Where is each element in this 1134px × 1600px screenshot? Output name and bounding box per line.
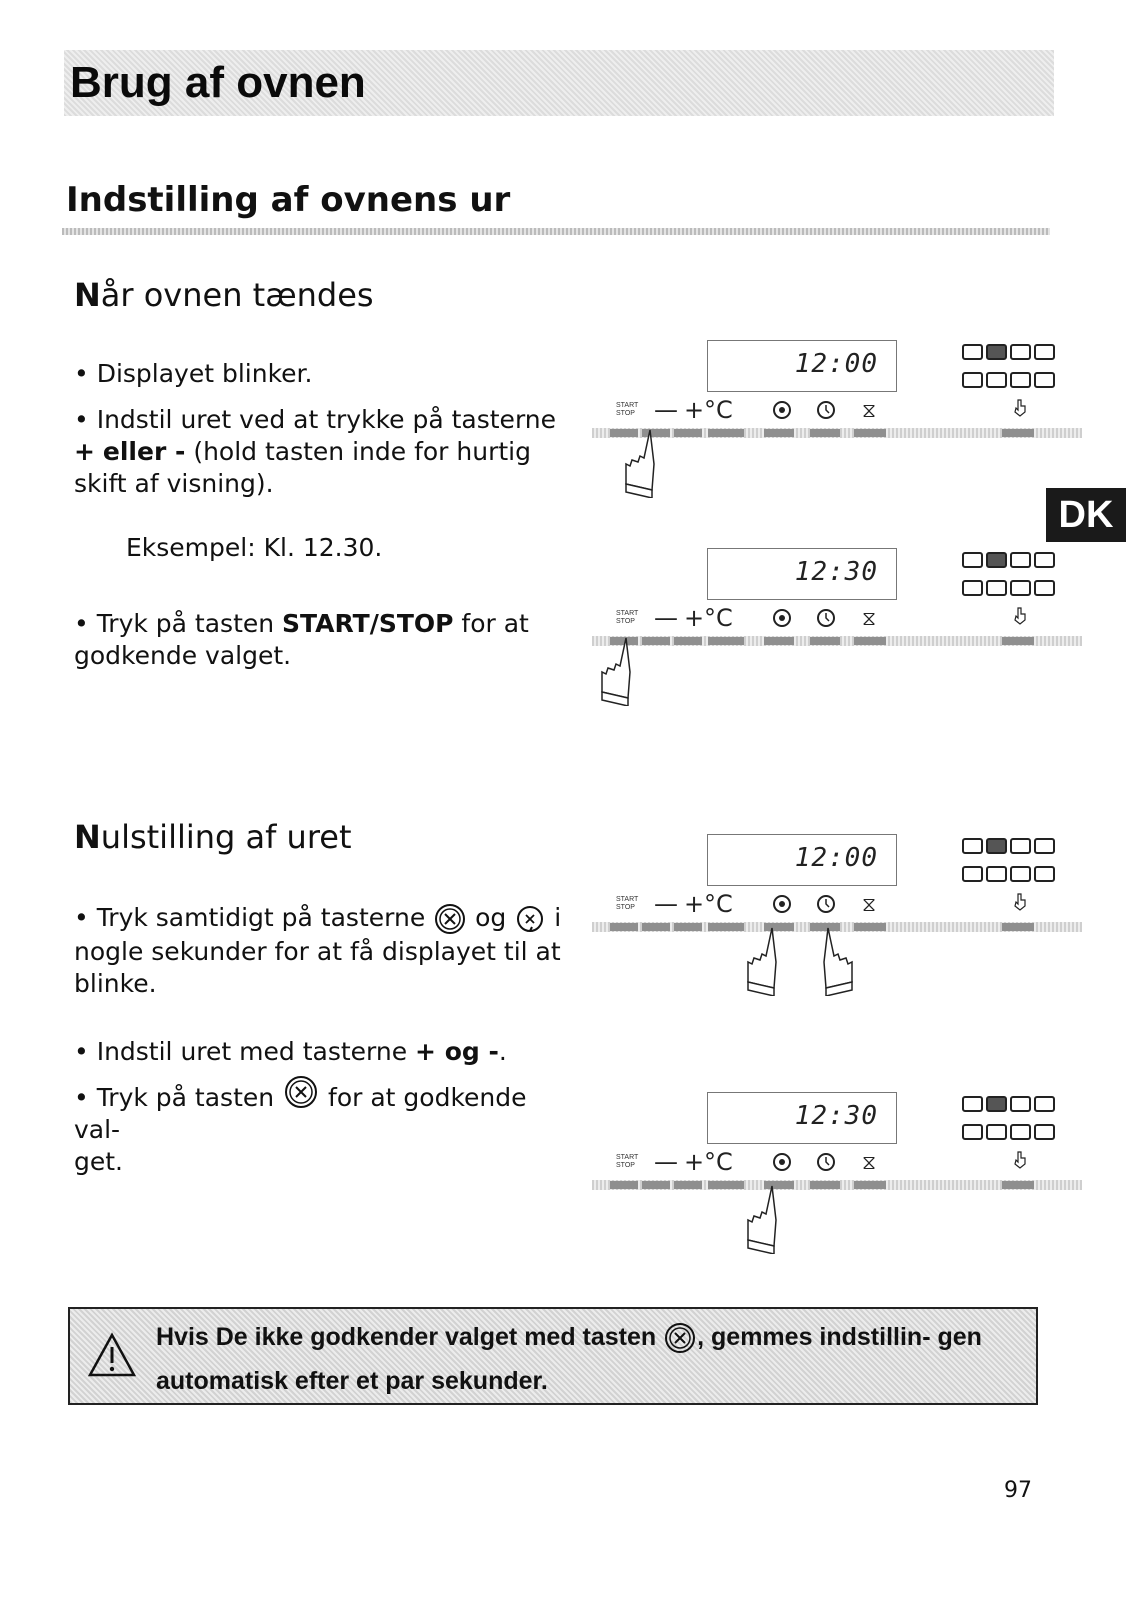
minus-key-label: — [654,1148,678,1176]
pointing-hand-icon [620,428,660,498]
control-panel-2 [592,548,1102,723]
hourglass-key-label: ⧖ [862,606,877,630]
plus-key-label: + [684,890,705,918]
warning-triangle-icon [86,1331,138,1379]
mode-icons [962,552,1082,608]
timer-key-icon [816,1152,836,1172]
bullet-confirm-clock-key: • Tryk på tasten for at godkende val- get. [74,1082,564,1178]
bullet-confirm-start-stop: • Tryk på tasten START/STOP for at godkende valget. [74,609,529,670]
clock-cross-icon [433,902,467,936]
plus-key-label: + [684,604,705,632]
clock-cross-icon [663,1321,697,1355]
celsius-key-label: °C [704,1148,733,1176]
clock-display: 12:00 [707,834,897,886]
timer-key-icon [816,894,836,914]
warning-text: Hvis De ikke godkender valget med tasten , gemmes indstillin- gen automatisk efter et par sekunder. [156,1323,982,1395]
clock-key-icon [772,400,792,420]
pointing-hand-mirrored-icon [818,926,858,996]
celsius-key-label: °C [704,890,733,918]
clock-key-icon [772,894,792,914]
pointing-hand-icon [596,636,636,706]
clock-key-icon [772,1152,792,1172]
clock-display: 12:30 [707,1092,897,1144]
key-strip [592,428,1082,438]
mode-icons [962,344,1082,400]
section-divider [62,228,1050,235]
control-panel-1 [592,340,1102,515]
bullet-display-blinks: • Displayet blinker. [74,359,313,388]
plus-key-label: + [684,1148,705,1176]
subheading-when-oven-on: Når ovnen tændes [74,276,374,314]
bullet-set-with-keys: • Indstil uret med tasterne + og -. [74,1037,507,1066]
bullet-set-clock: • Indstil uret ved at trykke på tasterne + eller - (hold tasten inde for hurtig skift af visning). [74,405,557,498]
timer-key-icon [816,608,836,628]
mode-icons [962,1096,1082,1152]
celsius-key-label: °C [704,604,733,632]
control-panel-3 [592,834,1102,1009]
bullet-press-both-keys: • Tryk samtidigt på tasterne og i nogle sekunder for at få displayet til at blinke. [74,903,562,998]
celsius-key-label: °C [704,396,733,424]
example-text: Eksempel: Kl. 12.30. [126,533,383,562]
hourglass-key-label: ⧖ [862,892,877,916]
mode-icons [962,838,1082,894]
minus-key-label: — [654,890,678,918]
control-panel-4 [592,1092,1102,1267]
minus-key-label: — [654,396,678,424]
pointing-hand-icon [742,926,782,996]
page-title: Brug af ovnen [70,58,366,107]
small-hand-icon [1012,892,1028,912]
warning-box [68,1307,1038,1405]
language-badge: DK [1046,488,1126,542]
hourglass-key-label: ⧖ [862,398,877,422]
clock-key-icon [772,608,792,628]
key-strip [592,1180,1082,1190]
page-number: 97 [1004,1478,1032,1503]
timer-key-icon [816,400,836,420]
clock-display: 12:00 [707,340,897,392]
start-stop-label: START STOP [616,896,639,911]
small-hand-icon [1012,398,1028,418]
key-strip [592,636,1082,646]
timer-icon [514,903,546,935]
small-hand-icon [1012,606,1028,626]
hourglass-key-label: ⧖ [862,1150,877,1174]
subheading-reset-clock: Nulstilling af uret [74,818,352,856]
clock-confirm-icon [282,1073,320,1111]
plus-key-label: + [684,396,705,424]
pointing-hand-icon [742,1184,782,1254]
small-hand-icon [1012,1150,1028,1170]
page-header [64,50,1054,116]
minus-key-label: — [654,604,678,632]
section-title: Indstilling af ovnens ur [66,180,511,220]
start-stop-label: START STOP [616,1154,639,1169]
start-stop-label: START STOP [616,402,639,417]
start-stop-label: START STOP [616,610,639,625]
clock-display: 12:30 [707,548,897,600]
